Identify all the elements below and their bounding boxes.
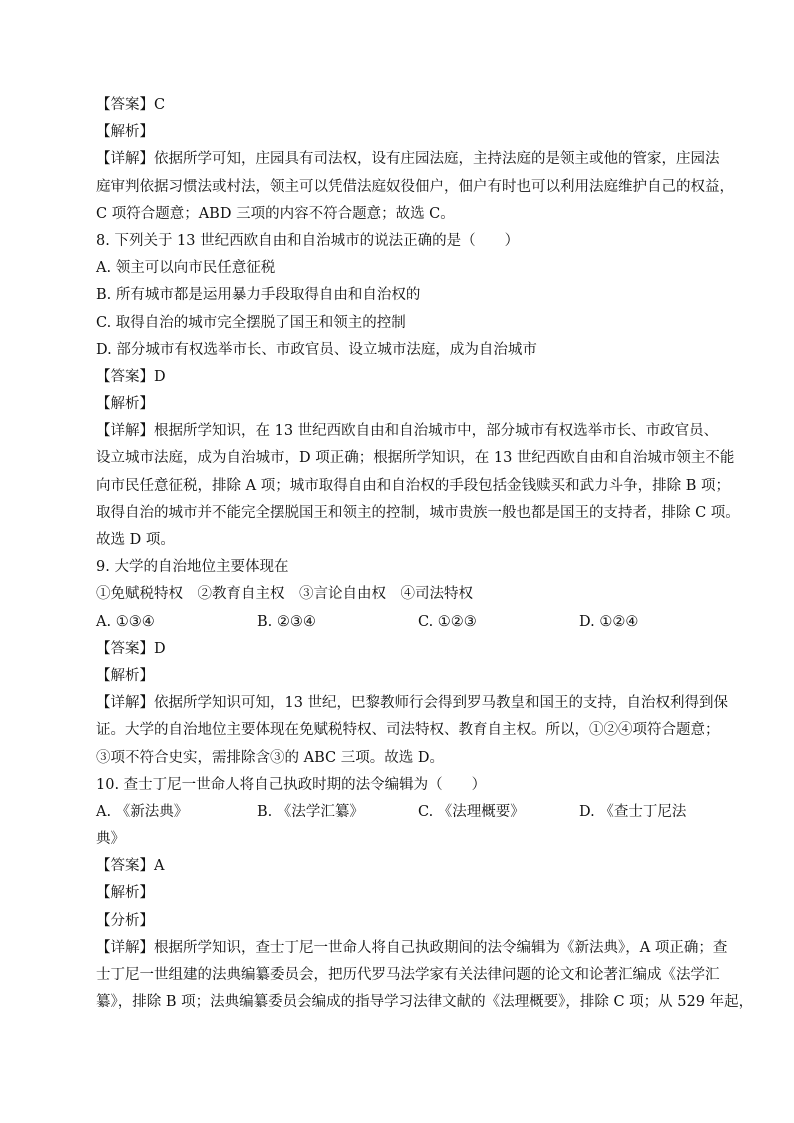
text-line: 向市民任意征税，排除 A 项；城市取得自由和自治权的手段包括金钱赎买和武力斗争，排除 B 项；	[96, 477, 731, 494]
question-9: 9. 大学的自治地位主要体现在	[96, 559, 289, 576]
option-choice: A. 《新法典》	[96, 803, 189, 820]
q8-option-c: C. 取得自治的城市完全摆脱了国王和领主的控制	[96, 314, 406, 331]
analysis-label-q10: 【解析】	[96, 885, 154, 902]
analysis-label-q9: 【解析】	[96, 667, 154, 684]
option-choice: A. ①③④	[96, 613, 155, 630]
analysis-label-q8: 【解析】	[96, 396, 154, 413]
q9-options	[96, 609, 700, 636]
text-line: C 项符合题意；ABD 三项的内容不符合题意；故选 C。	[96, 205, 455, 222]
text-line: 【详解】根据所学知识，在 13 世纪西欧自由和自治城市中，部分城市有权选举市长、市政官员、	[96, 423, 719, 440]
q9-items: ①免赋税特权 ②教育自主权 ③言论自由权 ④司法特权	[96, 586, 473, 603]
q10-options	[96, 799, 700, 826]
q8-option-d: D. 部分城市有权选举市长、市政官员、设立城市法庭，成为自治城市	[96, 341, 537, 358]
q10-option-d-cont: 典》	[96, 831, 125, 848]
text-line: 故选 D 项。	[96, 532, 175, 548]
text-line: ③项不符合史实，需排除含③的 ABC 三项。故选 D。	[96, 749, 444, 766]
option-choice: C. 《法理概要》	[418, 803, 525, 820]
option-choice: B. 《法学汇纂》	[257, 803, 364, 820]
answer-q9: 【答案】D	[96, 640, 166, 657]
option-choice: D. ①②④	[579, 613, 639, 630]
question-10: 10. 查士丁尼一世命人将自己执政时期的法令编辑为（ ）	[96, 776, 487, 793]
text-line: 【详解】依据所学可知，庄园具有司法权，设有庄园法庭，主持法庭的是领主或他的管家，庄园法	[96, 151, 720, 168]
text-line: 【详解】依据所学知识可知，13 世纪，巴黎教师行会得到罗马教皇和国王的支持，自治权利得到保	[96, 695, 729, 712]
analysis-label-q7: 【解析】	[96, 124, 154, 141]
question-8: 8. 下列关于 13 世纪西欧自由和自治城市的说法正确的是（ ）	[96, 232, 520, 249]
q8-option-b: B. 所有城市都是运用暴力手段取得自由和自治权的	[96, 287, 421, 304]
answer-q8: 【答案】D	[96, 368, 166, 385]
detail-q9	[96, 690, 729, 772]
option-choice: C. ①②③	[418, 613, 477, 630]
q8-option-a: A. 领主可以向市民任意征税	[96, 260, 276, 277]
text-line: 设立城市法庭，成为自治城市，D 项正确；根据所学知识，在 13 世纪西欧自由和自治城市领主不能	[96, 450, 735, 467]
analysis-sub-q10: 【分析】	[96, 912, 154, 929]
text-line: 取得自治的城市并不能完全摆脱国王和领主的控制，城市贵族一般也都是国王的支持者，排除 C 项。	[96, 504, 740, 521]
text-line: 庭审判依据习惯法或村法，领主可以凭借法庭奴役佃户，佃户有时也可以利用法庭维护自己的权益，	[96, 178, 734, 195]
text-line: 证。大学的自治地位主要体现在免赋税特权、司法特权、教育自主权。所以，①②④项符合题意；	[96, 722, 720, 739]
answer-q7: 【答案】C	[96, 97, 166, 113]
option-choice: D. 《查士丁尼法	[579, 803, 687, 820]
text-line: 士丁尼一世组建的法典编纂委员会，把历代罗马法学家有关法律问题的论文和论著汇编成《法学汇	[96, 967, 720, 983]
answer-q10: 【答案】A	[96, 858, 165, 875]
detail-q7	[96, 146, 734, 228]
detail-q10	[96, 935, 754, 1017]
text-line: 纂》，排除 B 项；法典编纂委员会编成的指导学习法律文献的《法理概要》，排除 C 项；从 529 年起，	[96, 994, 754, 1011]
option-choice: B. ②③④	[257, 613, 316, 630]
document-page	[96, 92, 754, 1016]
text-line: 【详解】根据所学知识，查士丁尼一世命人将自己执政期间的法令编辑为《新法典》，A 项正确；查	[96, 939, 728, 956]
detail-q8	[96, 418, 740, 554]
